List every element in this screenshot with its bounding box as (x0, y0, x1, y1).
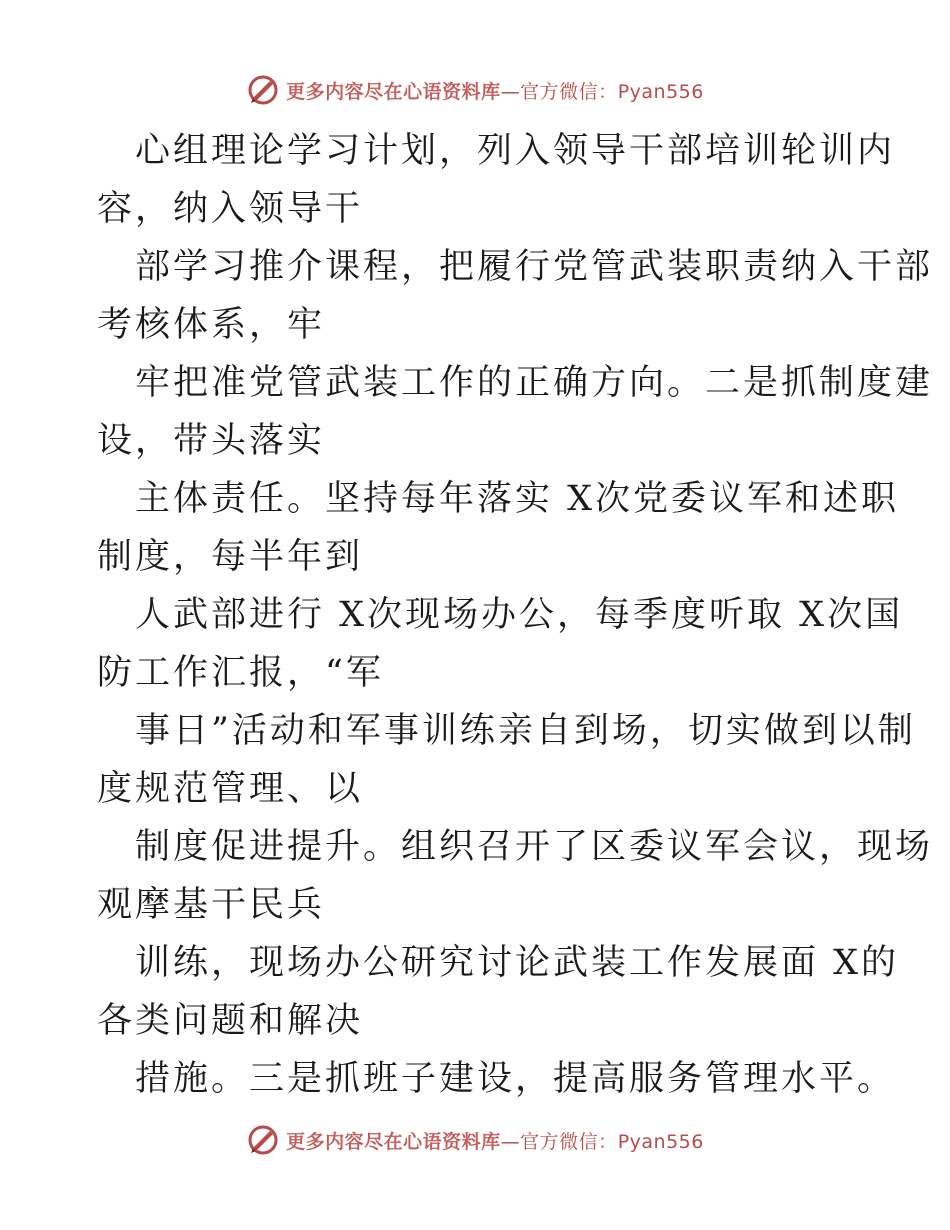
text-line: 训练，现场办公研究讨论武装工作发展面 X的 (135, 943, 900, 983)
header-wechat-id: Pyan556 (617, 80, 704, 103)
text-line: 容，纳入领导干 (97, 189, 364, 229)
text-line: 考核体系，牢 (97, 305, 326, 345)
text-line: 主体责任。坚持每年落实 X次党委议军和述职 (135, 479, 900, 519)
pen-logo-icon (246, 1123, 280, 1157)
pen-logo-icon (246, 73, 280, 107)
footer-separator: — (500, 1130, 521, 1153)
footer-banner (0, 1120, 950, 1160)
header-wechat-label: 官方微信： (520, 80, 618, 103)
text-line: 牢把准党管武装工作的正确方向。二是抓制度建 (135, 363, 934, 403)
text-line: 事日”活动和军事训练亲自到场，切实做到以制 (135, 711, 916, 751)
text-line: 度规范管理、以 (97, 769, 364, 809)
header-separator: — (500, 80, 521, 103)
footer-wechat-label: 官方微信： (520, 1130, 618, 1153)
text-line: 措施。三是抓班子建设，提高服务管理水平。 (135, 1059, 896, 1099)
document-body (97, 122, 934, 1108)
header-banner (0, 70, 950, 110)
text-line: 部学习推介课程，把履行党管武装职责纳入干部 (135, 247, 934, 287)
footer-site-name: 更多内容尽在心语资料库 (286, 1130, 501, 1153)
text-line: 制度促进提升。组织召开了区委议军会议，现场 (135, 827, 934, 867)
text-line: 制度，每半年到 (97, 537, 364, 577)
text-line: 人武部进行 X次现场办公，每季度听取 X次国 (135, 595, 904, 635)
text-line: 防工作汇报，“军 (97, 653, 384, 693)
text-line: 心组理论学习计划，列入领导干部培训轮训内 (135, 131, 896, 171)
footer-wechat-id: Pyan556 (617, 1130, 704, 1153)
header-site-name: 更多内容尽在心语资料库 (286, 80, 501, 103)
footer-banner-text (286, 1127, 704, 1154)
text-line: 观摩基干民兵 (97, 885, 326, 925)
text-line: 各类问题和解决 (97, 1001, 364, 1041)
text-line: 设，带头落实 (97, 421, 326, 461)
header-banner-text (286, 77, 704, 104)
